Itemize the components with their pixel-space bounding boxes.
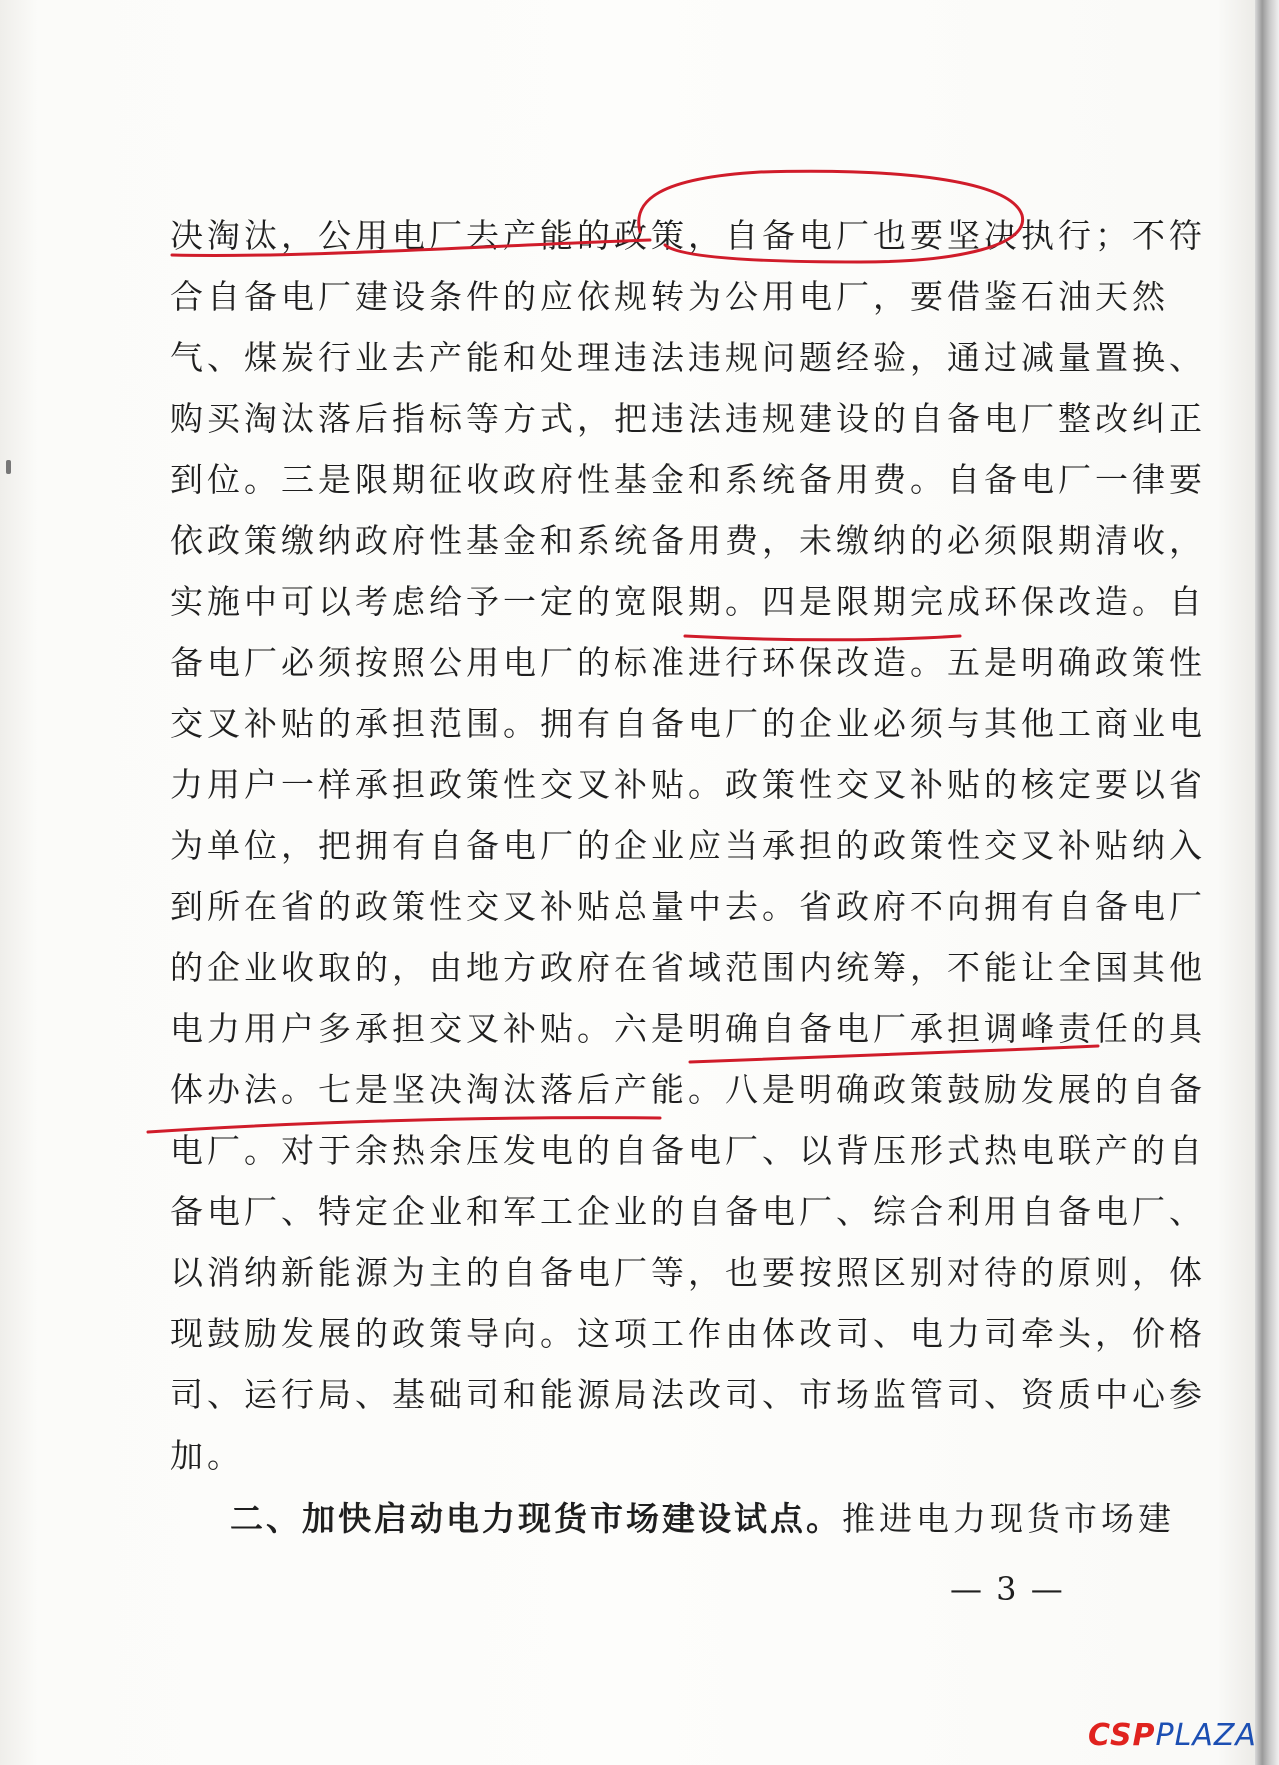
- text-line: 到所在省的政策性交叉补贴总量中去。省政府不向拥有自备电厂: [170, 887, 1206, 926]
- text-line: 加。: [170, 1436, 244, 1475]
- scan-margin-mark: [6, 460, 11, 474]
- text-line: 到位。三是限期征收政府性基金和系统备用费。自备电厂一律要: [170, 460, 1206, 499]
- text-line: 现鼓励发展的政策导向。这项工作由体改司、电力司牵头，价格: [170, 1314, 1206, 1353]
- text-line: 以消纳新能源为主的自备电厂等，也要按照区别对待的原则，体: [170, 1253, 1206, 1292]
- text-line: 实施中可以考虑给予一定的宽限期。四是限期完成环保改造。自: [170, 582, 1206, 621]
- body-text: [170, 205, 1206, 1549]
- text-line: 司、运行局、基础司和能源局法改司、市场监管司、资质中心参: [170, 1375, 1206, 1414]
- text-line: 气、煤炭行业去产能和处理违法违规问题经验，通过减量置换、: [170, 338, 1206, 377]
- text-line: 购买淘汰落后指标等方式，把违法违规建设的自备电厂整改纠正: [170, 399, 1206, 438]
- section-heading-line: [170, 1488, 1175, 1549]
- text-line: 的企业收取的，由地方政府在省域范围内统筹，不能让全国其他: [170, 948, 1206, 987]
- text-line: 为单位，把拥有自备电厂的企业应当承担的政策性交叉补贴纳入: [170, 826, 1206, 865]
- text-line: 备电厂必须按照公用电厂的标准进行环保改造。五是明确政策性: [170, 643, 1206, 682]
- text-line: 决淘汰，公用电厂去产能的政策，自备电厂也要坚决执行；不符: [170, 216, 1206, 255]
- text-line: 体办法。七是坚决淘汰落后产能。八是明确政策鼓励发展的自备: [170, 1070, 1206, 1109]
- section-heading-continuation: 推进电力现货市场建: [842, 1499, 1175, 1538]
- page-number: — 3 —: [950, 1570, 1065, 1608]
- text-line: 力用户一样承担政策性交叉补贴。政策性交叉补贴的核定要以省: [170, 765, 1206, 804]
- text-line: 备电厂、特定企业和军工企业的自备电厂、综合利用自备电厂、: [170, 1192, 1206, 1231]
- text-line: 电厂。对于余热余压发电的自备电厂、以背压形式热电联产的自: [170, 1131, 1206, 1170]
- section-heading: 二、加快启动电力现货市场建设试点。: [230, 1499, 842, 1538]
- text-line: 合自备电厂建设条件的应依规转为公用电厂，要借鉴石油天然: [170, 277, 1169, 316]
- text-line: 依政策缴纳政府性基金和系统备用费，未缴纳的必须限期清收，: [170, 521, 1206, 560]
- watermark-logo: CSPPLAZA: [1088, 1718, 1257, 1753]
- scan-edge: [1255, 0, 1279, 1765]
- text-line: 交叉补贴的承担范围。拥有自备电厂的企业必须与其他工商业电: [170, 704, 1206, 743]
- text-line: 电力用户多承担交叉补贴。六是明确自备电厂承担调峰责任的具: [170, 1009, 1206, 1048]
